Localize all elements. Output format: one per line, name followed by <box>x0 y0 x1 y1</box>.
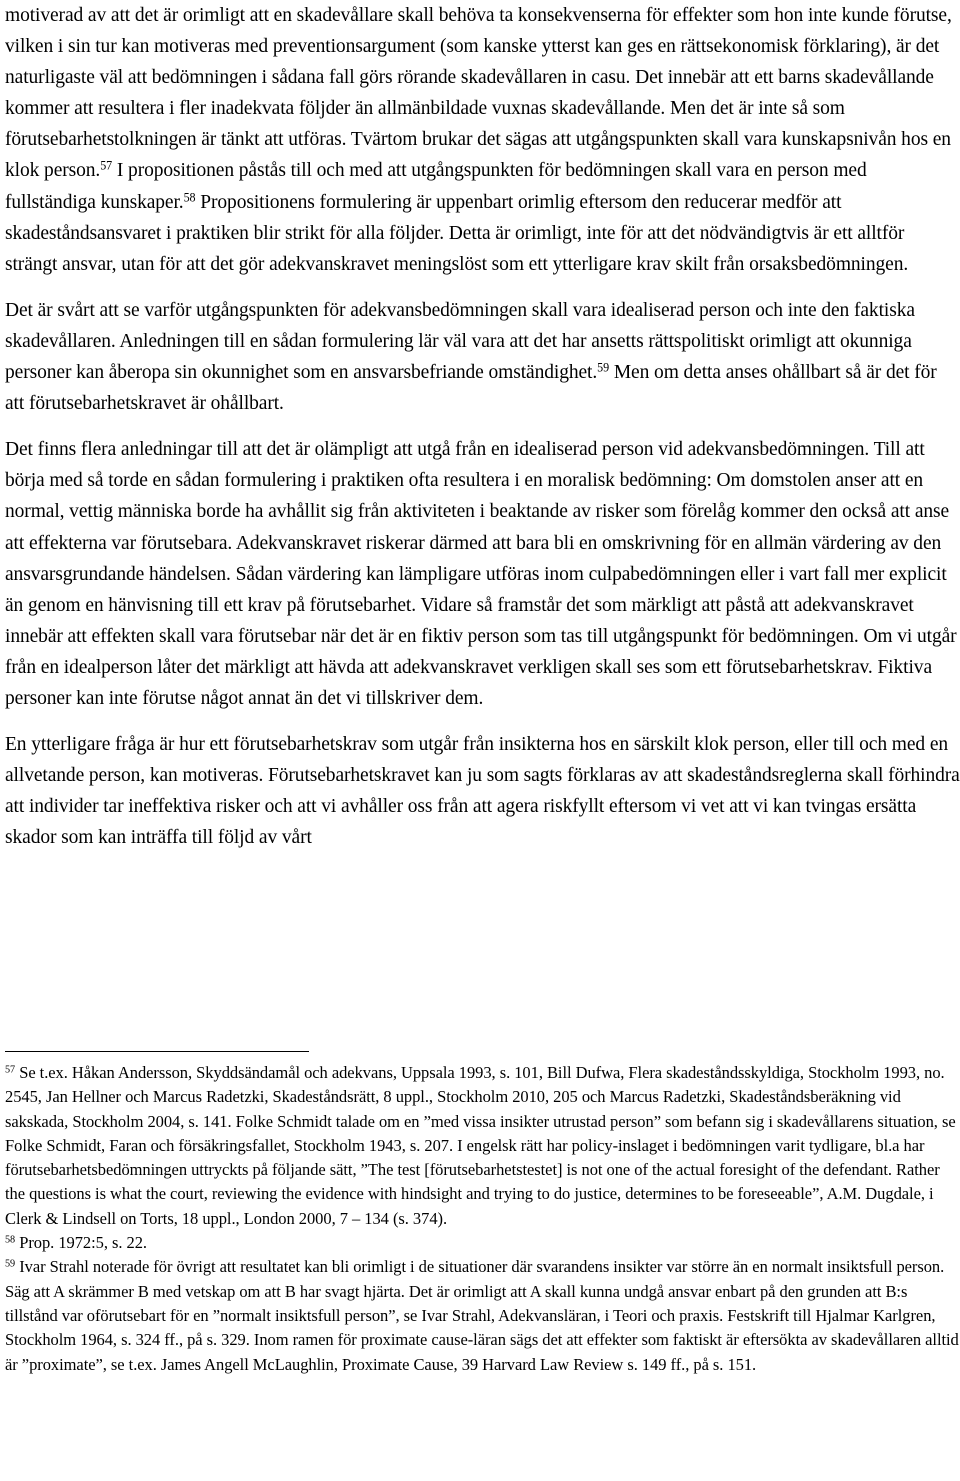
document-page <box>5 0 960 853</box>
paragraph-2 <box>5 295 960 419</box>
paragraph-text: Det är svårt att se varför utgångspunkten för adekvansbedömningen skall vara idealiserad person och inte den faktiska skadevållaren. Anledningen till en sådan formulering lär väl vara att det har ansetts rättspolitiskt orimligt att okunniga personer kan åberopa sin okunnighet som en ansvarsbefriande omständighet. <box>5 299 915 384</box>
paragraph-text: I propositionen påstås till och med att utgångspunkten för bedömningen skall vara en person med fullständiga kunskaper. <box>5 160 867 213</box>
paragraph-text: Propositionens formulering är uppenbart orimlig eftersom den reducerar medför att skadeståndsansvaret i praktiken blir strikt för alla följder. Detta är orimligt, inte för att det nödvändigtvis är ett alltför strängt ansvar, utan för att det gör adekvanskravet meningslöst som ett ytterligare krav skilt från orsaksbedömningen. <box>5 191 909 275</box>
paragraph-text: Men om detta anses ohållbart så är det för att förutsebarhetskravet är ohållbart. <box>5 362 937 415</box>
paragraph-text: Det finns flera anledningar till att det är olämpligt att utgå från en idealiserad person vid adekvansbedömningen. Till att börja med så torde en sådan formulering i praktiken ofta resultera i en moralisk bedömning: Om domstolen anser att en normal, vettig människa borde ha avhållit sig från aktiviteten i beaktande av risker som förelåg kommer den också att anse att effekterna var förutsebara. Adekvanskravet riskerar därmed att bara bli en omskrivning för en allmän värdering av den ansvarsgrundande händelsen. Sådan värdering kan lämpligare utföras inom culpabedömningen eller i vart fall mer explicit än genom en hänvisning till ett krav på förutsebarhet. Vidare så framstår det som märkligt att påstå att adekvanskravet innebär att effekten skall vara förutsebar när det är en fiktiv person som tas till utgångspunkt för bedömningen. Om vi utgår från en idealperson låter det märkligt att hävda att adekvanskravet verkligen skall ses som ett förutsebarhetskrav. Fiktiva personer kan inte förutse något annat än det vi tillskriver dem. <box>5 439 957 709</box>
footnote-separator <box>5 1051 309 1052</box>
footnote-ref-58[interactable]: 58 <box>183 189 196 204</box>
paragraph-1 <box>5 0 960 280</box>
footnote-text: Ivar Strahl noterade för övrigt att resultatet kan bli orimligt i de situationer där svarandens insikter var större än en normalt insiktsfull person. Säg att A skrämmer B med vetskap om att B har svagt hjärta. Det är orimligt att A skall kunna undgå ansvar enbart på den grunden att B:s tillstånd var oförutsebart för en ”normalt insiktsfull person”, se Ivar Strahl, Adekvansläran, i Teori och praxis. Festskrift till Hjalmar Karlgren, Stockholm 1964, s. 324 ff., på s. 329. Inom ramen för proximate cause-läran sägs det att effekter som faktiskt är eftersökta av skadevållaren alltid är ”proximate”, se t.ex. James Angell McLaughlin, Proximate Cause, 39 Harvard Law Review s. 149 ff., på s. 151. <box>5 1257 959 1374</box>
footnote-number: 58 <box>5 1234 16 1246</box>
footnote-57 <box>5 1061 960 1231</box>
footnote-58 <box>5 1231 960 1255</box>
paragraph-4 <box>5 729 960 853</box>
footnote-text: Se t.ex. Håkan Andersson, Skyddsändamål och adekvans, Uppsala 1993, s. 101, Bill Dufwa, Flera skadeståndsskyldiga, Stockholm 1993, no. 2545, Jan Hellner och Marcus Radetzki, Skadeståndsrätt, 8 uppl., Stockholm 2010, 205 och Marcus Radetzki, Skadeståndsberäkning vid sakskada, Stockholm 2004, s. 141. Folke Schmidt talade om en ”med vissa insikter utrustad person” som befann sig i skadevållarens situation, se Folke Schmidt, Faran och försäkringsfallet, Stockholm 1943, s. 207. I engelsk rätt har policy-inslaget i bedömningen varit tydligare, bl.a har förutsebarhetsbedömningen uttryckts på följande sätt, ”The test [förutsebarhetstestet] is not one of the actual foresight of the defendant. Rather the questions is what the court, reviewing the evidence with hindsight and trying to do justice, determines to be foreseeable”, A.M. Dugdale, i Clerk & Lindsell on Torts, 18 uppl., London 2000, 7 – 134 (s. 374). <box>5 1063 956 1228</box>
footnote-ref-57[interactable]: 57 <box>100 158 113 173</box>
paragraph-gap <box>5 419 960 434</box>
footnote-59 <box>5 1255 960 1376</box>
paragraph-gap <box>5 714 960 729</box>
paragraph-3 <box>5 434 960 714</box>
paragraph-text: motiverad av att det är orimligt att en skadevållare skall behöva ta konsekvenserna för effekter som hon inte kunde förutse, vilken i sin tur kan motiveras med preventionsargument (som kanske ytterst kan ges en rättsekonomisk förklaring), är det naturligaste väl att bedömningen i sådana fall görs rörande skadevållaren in casu. Det innebär att ett barns skadevållande kommer att resultera i fler inadekvata följder än allmänbildade vuxnas skadevållande. Men det är inte så som förutsebarhetstolkningen är tänkt att utföras. Tvärtom brukar det sägas att utgångspunkten skall vara kunskapsnivån hos en klok person. <box>5 5 952 182</box>
footnote-text: Prop. 1972:5, s. 22. <box>15 1233 148 1253</box>
footnote-ref-59[interactable]: 59 <box>597 360 610 375</box>
footnote-number: 59 <box>5 1258 16 1270</box>
paragraph-gap <box>5 280 960 295</box>
paragraph-text: En ytterligare fråga är hur ett förutsebarhetskrav som utgår från insikterna hos en särskilt klok person, eller till och med en allvetande person, kan motiveras. Förutsebarhetskravet kan ju som sagts förklaras av att skadeståndsreglerna skall förhindra att individer tar ineffektiva risker och att vi avhåller oss från att agera riskfyllt eftersom vi vet att vi kan tvingas ersätta skador som kan inträffa till följd av vårt <box>5 734 960 849</box>
footnotes-section <box>5 1061 960 1377</box>
footnote-number: 57 <box>5 1064 16 1076</box>
